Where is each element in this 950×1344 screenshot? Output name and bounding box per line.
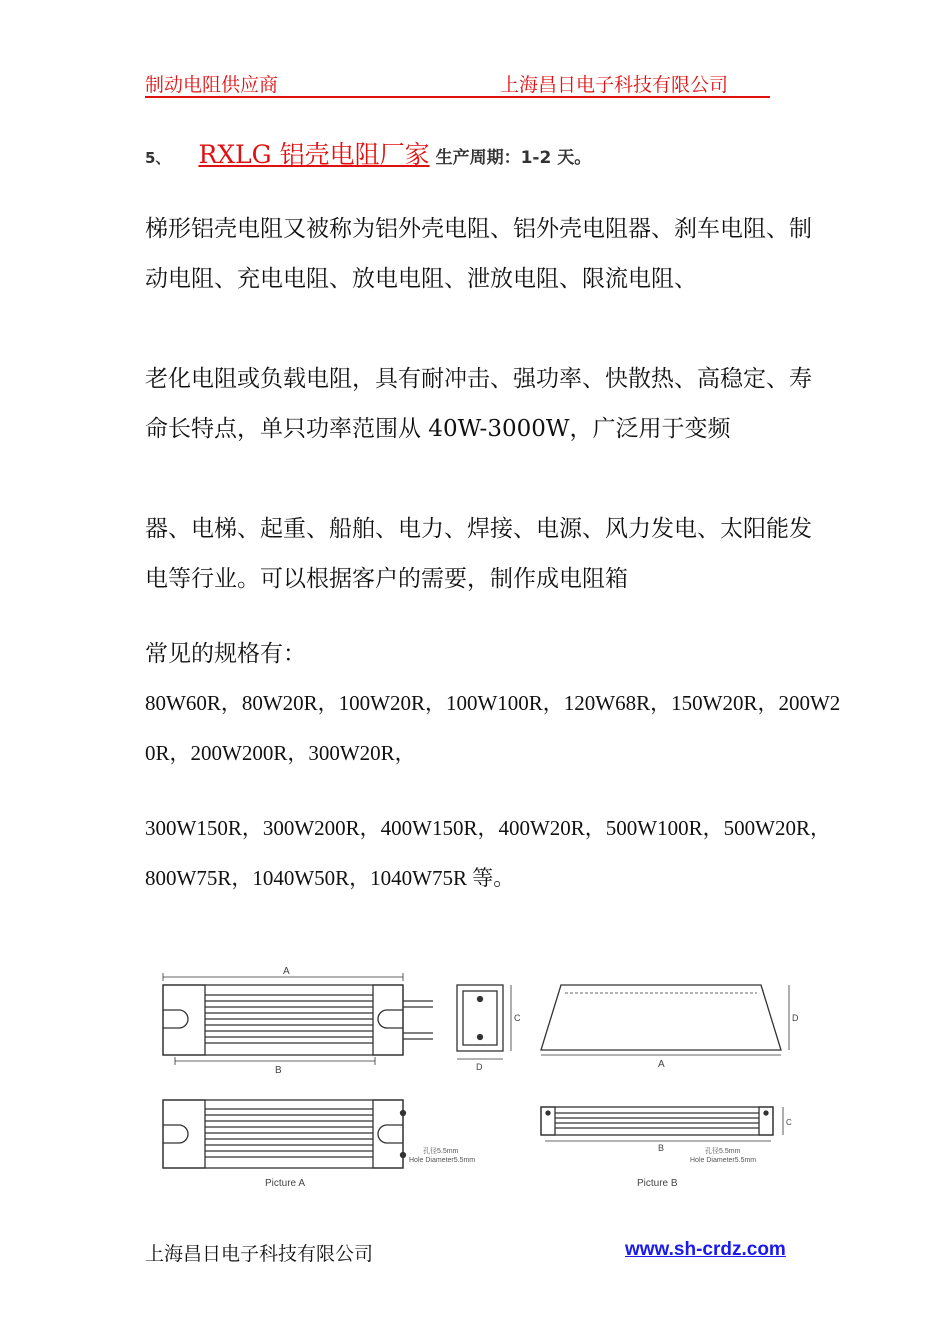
section-heading	[145, 135, 591, 171]
body-line: 电等行业。可以根据客户的需要，制作成电阻箱	[145, 566, 628, 592]
section-title-link[interactable]: RXLG 铝壳电阻厂家	[198, 140, 430, 169]
spec-line: 80W60R，80W20R，100W20R，100W100R，120W68R，150W20R，200W2	[145, 691, 841, 715]
picture-a-caption: Picture A	[265, 1178, 306, 1189]
body-line: 动电阻、充电电阻、放电电阻、泄放电阻、限流电阻、	[145, 266, 697, 292]
body-line: 命长特点，单只功率范围从 40W-3000W，广泛用于变频	[145, 416, 731, 442]
picture-a-end-view	[457, 985, 511, 1059]
header-right-text: 上海昌日电子科技有限公司	[500, 74, 729, 96]
header-left-text: 制动电阻供应商	[145, 74, 279, 96]
dimension-label: B	[658, 1143, 665, 1153]
body-line: 器、电梯、起重、船舶、电力、焊接、电源、风力发电、太阳能发	[145, 516, 812, 542]
dimension-label: D	[792, 1013, 799, 1023]
hole-diameter-cn: 孔径5.5mm	[705, 1148, 741, 1155]
spec-line: 0R，200W200R，300W20R，	[145, 741, 416, 765]
picture-b-caption: Picture B	[637, 1178, 678, 1189]
dimension-label: C	[786, 1118, 792, 1127]
hole-diameter-cn: 孔径5.5mm	[423, 1148, 459, 1155]
dimension-label: C	[514, 1013, 521, 1023]
section-number: 5、	[145, 149, 171, 167]
footer-website-link[interactable]: www.sh-crdz.com	[625, 1239, 786, 1260]
hole-diameter-en: Hole Diameter5.5mm	[409, 1157, 476, 1164]
body-line: 老化电阻或负载电阻，具有耐冲击、强功率、快散热、高稳定、寿	[145, 366, 812, 392]
picture-a-side-view	[163, 973, 433, 1065]
resistor-dimension-drawing	[145, 955, 805, 1205]
picture-b-mounting-view	[541, 1107, 783, 1141]
spec-heading: 常见的规格有：	[145, 641, 306, 667]
dimension-label: B	[275, 1065, 282, 1076]
body-line: 梯形铝壳电阻又被称为铝外壳电阻、铝外壳电阻器、刹车电阻、制	[145, 216, 812, 242]
dimension-label: A	[658, 1059, 665, 1070]
dimension-label: D	[476, 1062, 483, 1072]
hole-diameter-en: Hole Diameter5.5mm	[690, 1157, 757, 1164]
picture-b-trapezoid-view	[541, 985, 789, 1055]
spec-line: 300W150R，300W200R，400W150R，400W20R，500W100R，500W20R，	[145, 816, 831, 840]
footer-company: 上海昌日电子科技有限公司	[145, 1243, 374, 1265]
spec-line: 800W75R，1040W50R，1040W75R 等。	[145, 866, 515, 890]
picture-a-mounting-view	[163, 1100, 406, 1168]
header-rule	[145, 96, 770, 98]
section-production-cycle: 生产周期：1-2 天。	[435, 148, 592, 168]
dimension-label: A	[283, 966, 290, 977]
